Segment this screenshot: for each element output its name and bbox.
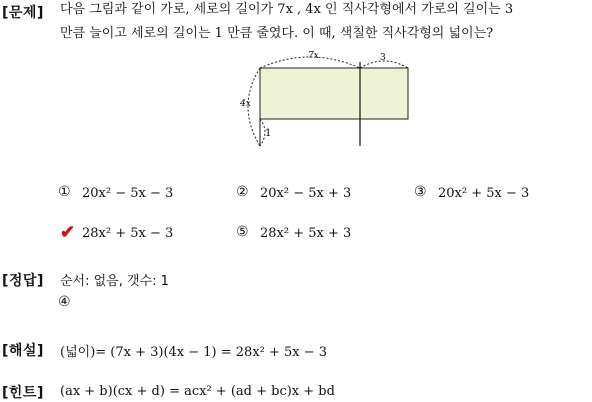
answer-value: ④	[58, 294, 71, 310]
option-3-marker[interactable]: ③	[414, 184, 427, 200]
problem-line-2: 만큼 늘이고 세로의 길이는 1 만큼 줄였다. 이 때, 색칠한 직사각형의 넓이는?	[60, 26, 494, 41]
answer-tag: [정답]	[2, 273, 44, 289]
option-1-marker[interactable]: ①	[58, 184, 71, 200]
hint-tag: [힌트]	[2, 385, 44, 401]
label-4x: 4x	[240, 99, 251, 109]
hint-text: (ax + b)(cx + d) = acx² + (ad + bc)x + bd	[60, 384, 335, 399]
problem-tag: [문제]	[2, 5, 44, 21]
rectangle-figure	[236, 48, 426, 158]
option-2-marker[interactable]: ②	[236, 184, 249, 200]
option-2-text[interactable]: 20x² − 5x + 3	[260, 186, 352, 201]
option-4-text[interactable]: 28x² + 5x − 3	[82, 226, 174, 241]
option-4-check-icon[interactable]: ✔	[60, 222, 76, 243]
option-5-marker[interactable]: ⑤	[236, 224, 249, 240]
problem-line-1: 다음 그림과 같이 가로, 세로의 길이가 7x , 4x 인 직사각형에서 가로의 길이는 3	[60, 2, 514, 17]
shaded-rectangle	[260, 68, 408, 119]
label-3: 3	[380, 53, 386, 63]
solution-text: (넓이)= (7x + 3)(4x − 1) = 28x² + 5x − 3	[60, 345, 328, 360]
solution-tag: [해설]	[2, 343, 44, 359]
answer-meta: 순서: 없음, 갯수: 1	[60, 274, 169, 289]
option-5-text[interactable]: 28x² + 5x + 3	[260, 226, 352, 241]
label-1: 1	[265, 128, 272, 139]
option-1-text[interactable]: 20x² − 5x − 3	[82, 186, 174, 201]
option-3-text[interactable]: 20x² + 5x − 3	[438, 186, 530, 201]
label-7x: 7x	[308, 51, 319, 61]
